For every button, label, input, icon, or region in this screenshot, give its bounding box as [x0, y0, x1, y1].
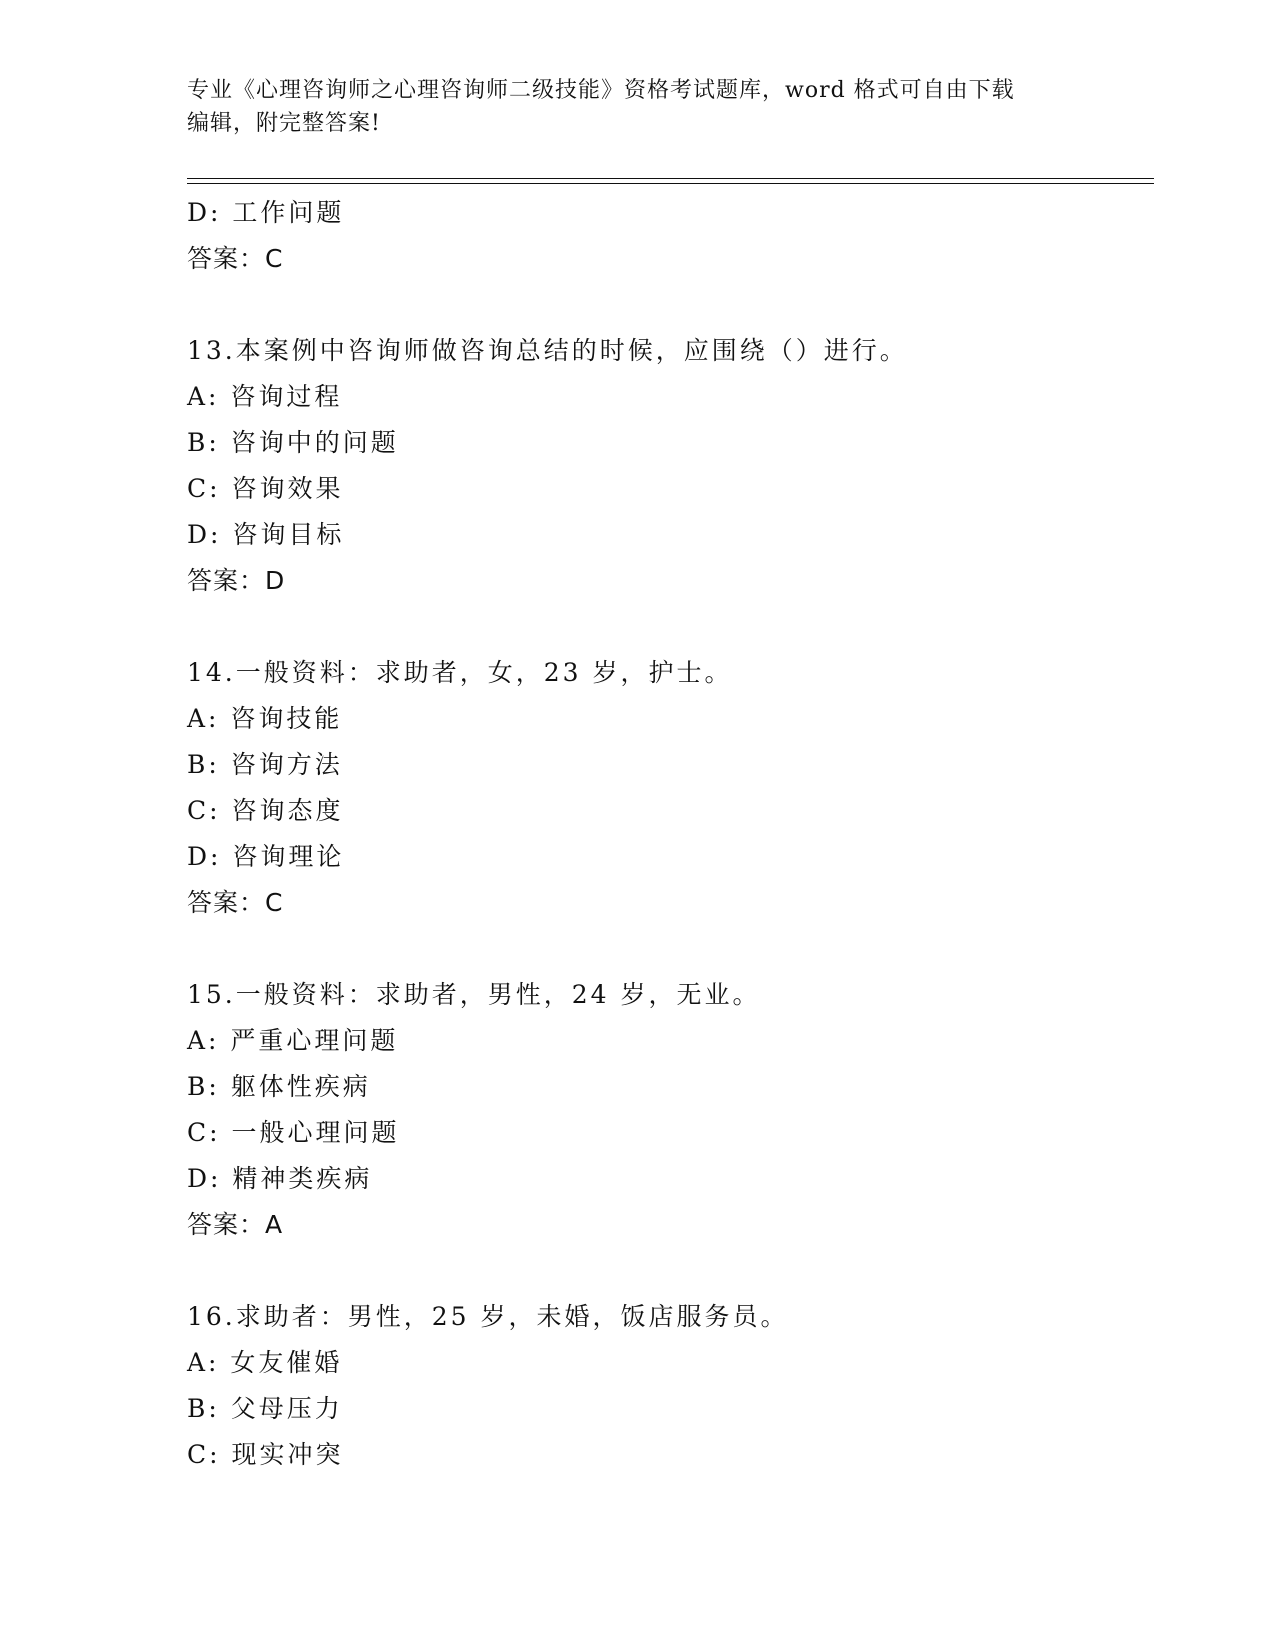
question-15 [187, 972, 1147, 1248]
spacer [187, 926, 1147, 972]
header-line-2: 编辑，附完整答案! [187, 111, 381, 136]
option-d: D: 精神类疾病 [187, 1164, 373, 1193]
spacer [187, 282, 1147, 328]
header-divider-bottom [187, 183, 1154, 184]
spacer [187, 604, 1147, 650]
question-list [187, 190, 1147, 1478]
answer-line: 答案：C [187, 888, 284, 917]
answer-line: 答案：A [187, 1210, 284, 1239]
option-d: D: 咨询目标 [187, 520, 345, 549]
option-c: C: 一般心理问题 [187, 1118, 400, 1147]
option-b: B: 躯体性疾病 [187, 1072, 371, 1101]
option-b: B: 父母压力 [187, 1394, 343, 1423]
option-d: D: 工作问题 [187, 198, 345, 227]
header-line-1: 专业《心理咨询师之心理咨询师二级技能》资格考试题库，word 格式可自由下载 [187, 78, 1015, 103]
spacer [187, 1248, 1147, 1294]
option-a: A: 咨询技能 [187, 704, 343, 733]
question-14 [187, 650, 1147, 926]
option-d: D: 咨询理论 [187, 842, 345, 871]
question-fragment-12 [187, 190, 1147, 282]
option-b: B: 咨询方法 [187, 750, 343, 779]
answer-line: 答案：D [187, 566, 286, 595]
question-stem: 13.本案例中咨询师做咨询总结的时候，应围绕（）进行。 [187, 336, 908, 365]
answer-line: 答案：C [187, 244, 284, 273]
document-header [187, 74, 1087, 140]
option-a: A: 严重心理问题 [187, 1026, 399, 1055]
option-a: A: 咨询过程 [187, 382, 343, 411]
option-c: C: 咨询态度 [187, 796, 344, 825]
question-16 [187, 1294, 1147, 1478]
question-stem: 16.求助者：男性，25 岁，未婚，饭店服务员。 [187, 1302, 789, 1331]
option-c: C: 现实冲突 [187, 1440, 344, 1469]
option-c: C: 咨询效果 [187, 474, 344, 503]
question-stem: 14.一般资料：求助者，女，23 岁，护士。 [187, 658, 733, 687]
option-b: B: 咨询中的问题 [187, 428, 399, 457]
question-stem: 15.一般资料：求助者，男性，24 岁，无业。 [187, 980, 761, 1009]
header-divider-top [187, 178, 1154, 179]
option-a: A: 女友催婚 [187, 1348, 343, 1377]
question-13 [187, 328, 1147, 604]
